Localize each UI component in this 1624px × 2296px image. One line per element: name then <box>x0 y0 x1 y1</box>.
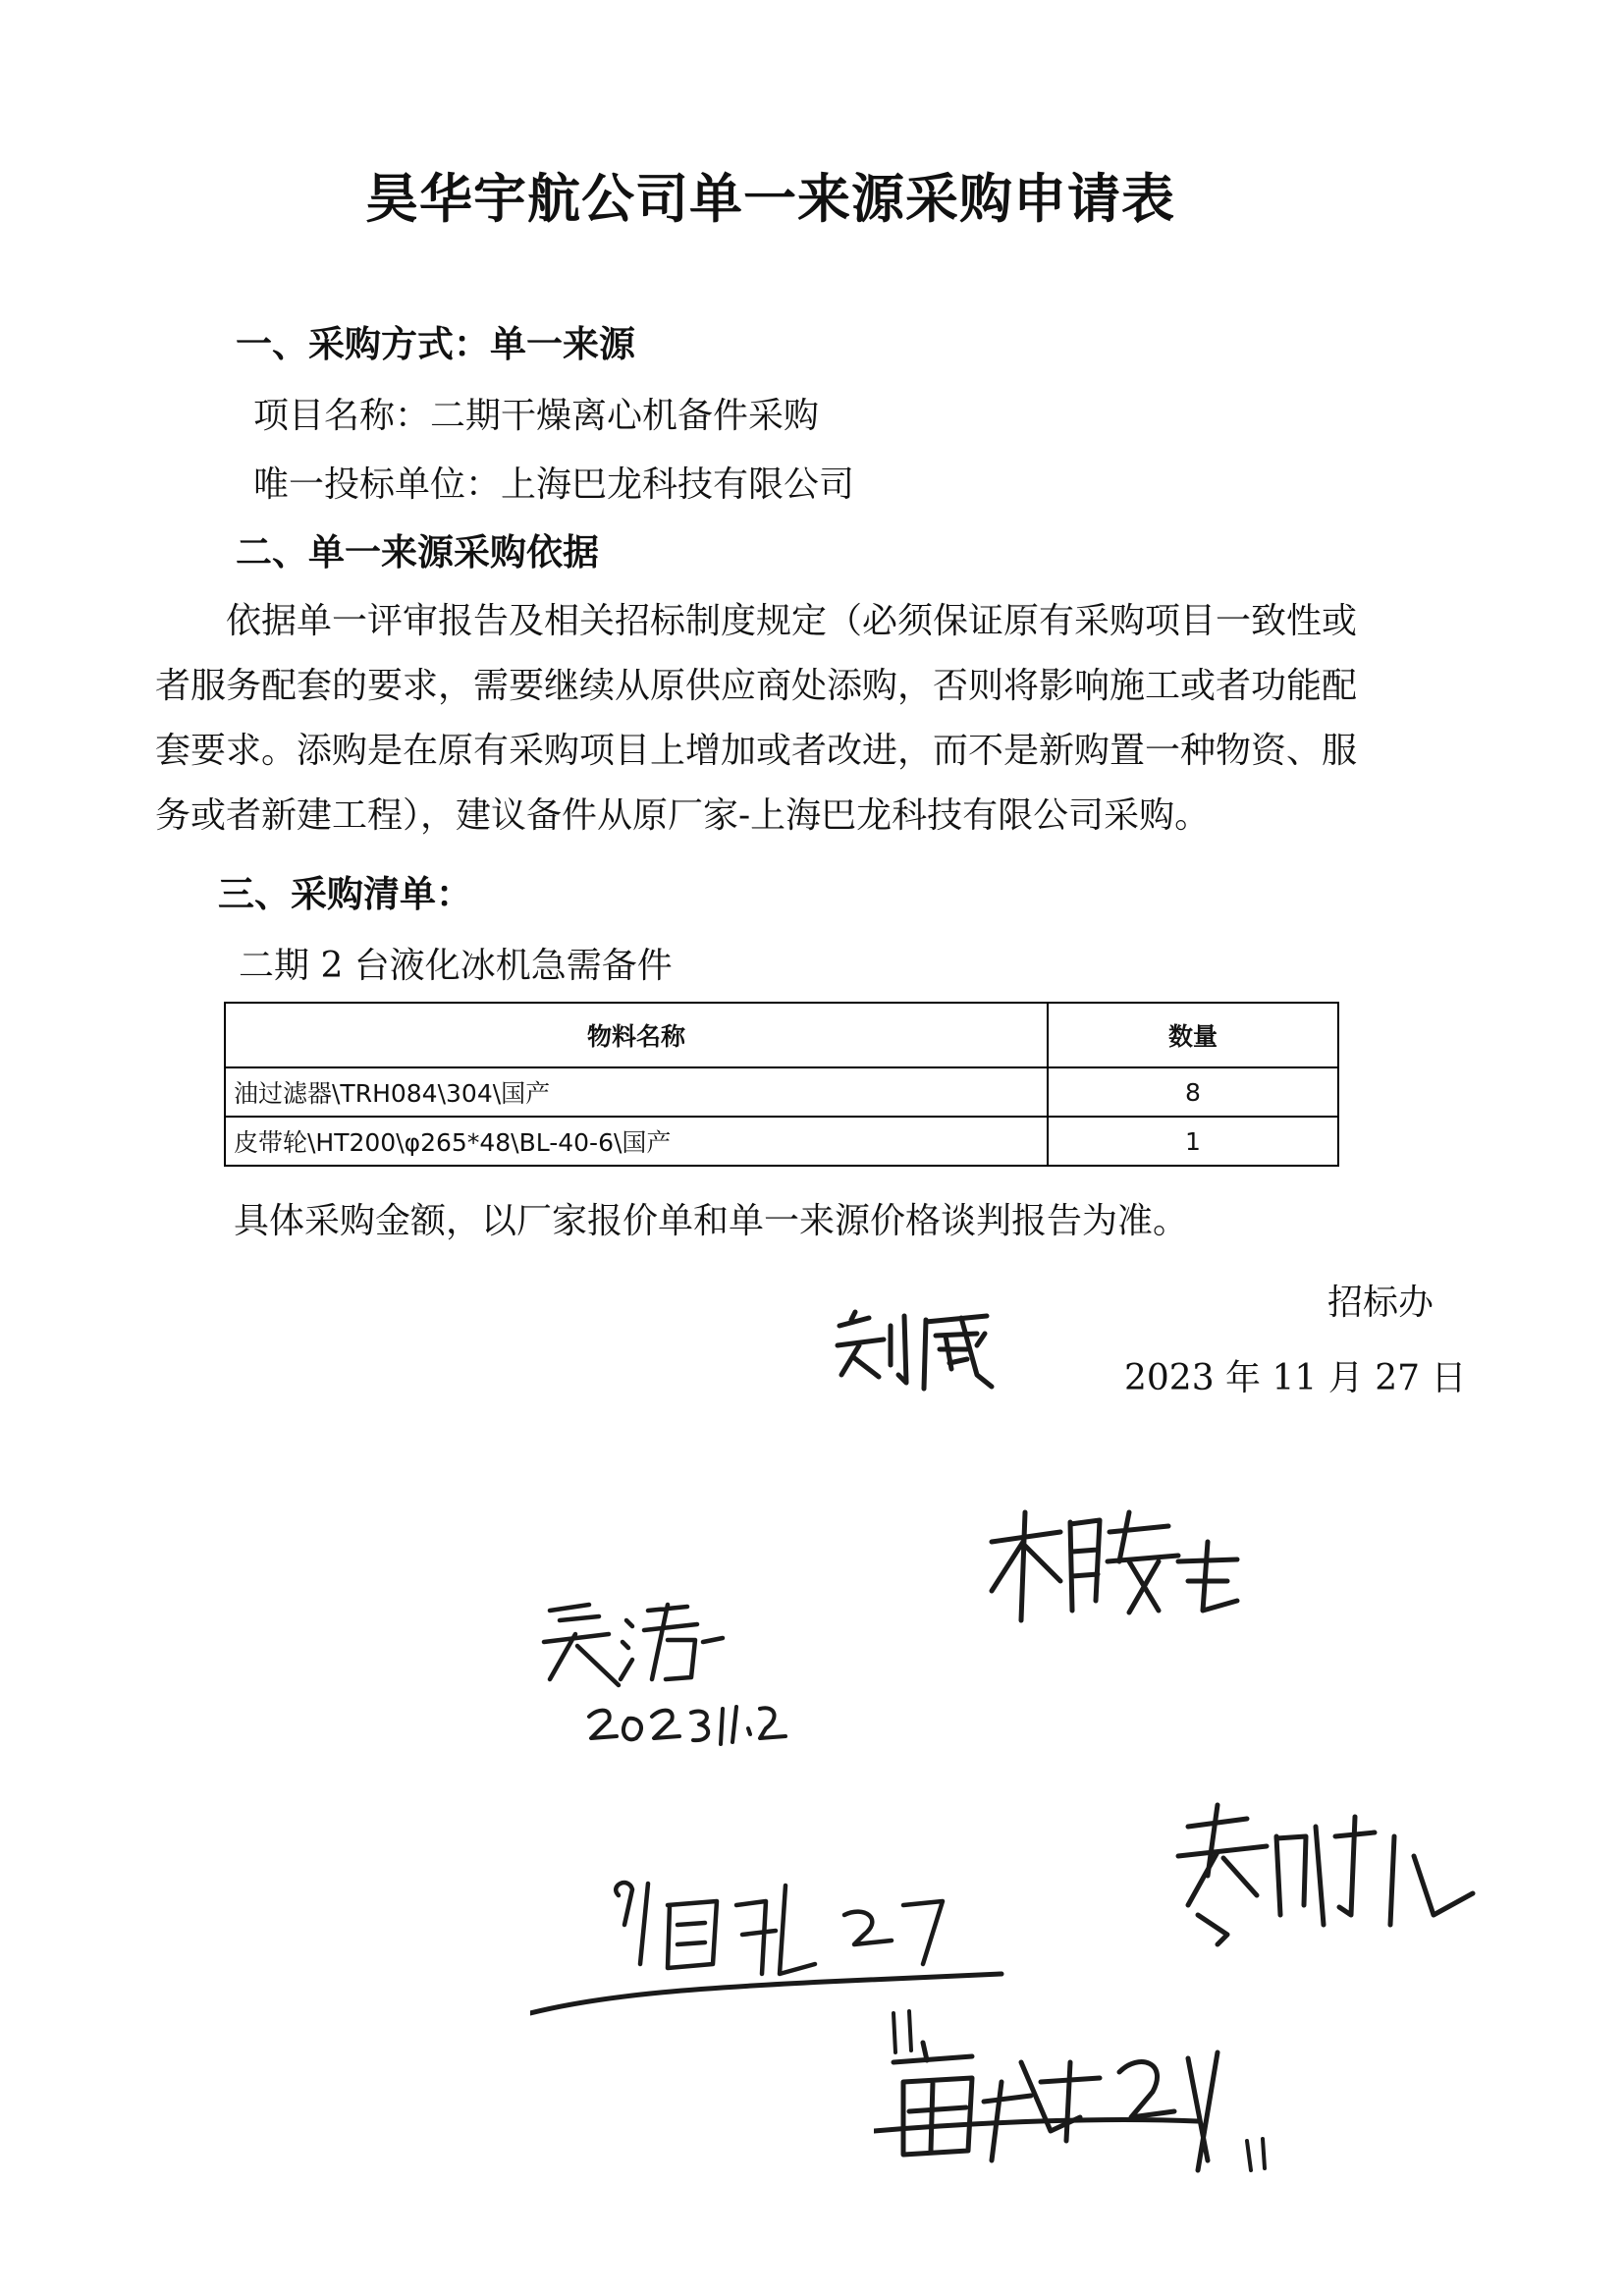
basis-line: 依据单一评审报告及相关招标制度规定（必须保证原有采购项目一致性或 <box>226 601 1358 641</box>
quantity-cell: 8 <box>1048 1067 1338 1117</box>
section1-heading: 一、采购方式：单一来源 <box>236 322 635 365</box>
signature-bottom-1127 <box>874 2023 1306 2190</box>
issue-date: 2023 年 11 月 27 日 <box>1124 1358 1467 1398</box>
signature-wu-hao <box>530 1591 864 1768</box>
table-row <box>225 1117 1338 1166</box>
project-name: 项目名称：二期干燥离心机备件采购 <box>253 396 820 436</box>
section3-heading: 三、采购清单： <box>218 872 472 915</box>
column-header-quantity: 数量 <box>1048 1003 1338 1067</box>
signature-li-shuren <box>1159 1797 1483 1954</box>
list-caption: 二期 2 台液化冰机急需备件 <box>239 946 673 986</box>
basis-line: 套要求。添购是在原有采购项目上增加或者改进，而不是新购置一种物资、服 <box>155 731 1358 771</box>
sole-bidder: 唯一投标单位：上海巴龙科技有限公司 <box>253 465 855 505</box>
quantity-cell: 1 <box>1048 1117 1338 1166</box>
basis-line: 者服务配套的要求，需要继续从原供应商处添购，否则将影响施工或者功能配 <box>155 666 1358 706</box>
basis-line: 务或者新建工程），建议备件从原厂家-上海巴龙科技有限公司采购。 <box>155 795 1211 836</box>
procurement-basis-text <box>155 589 1461 848</box>
issuing-department: 招标办 <box>1327 1283 1435 1323</box>
signature-liu-wei <box>830 1306 997 1394</box>
material-name-cell: 皮带轮\HT200\φ265*48\BL-40-6\国产 <box>225 1117 1048 1166</box>
section2-heading: 二、单一来源采购依据 <box>236 530 599 574</box>
column-header-material: 物料名称 <box>225 1003 1048 1067</box>
amount-note: 具体采购金额，以厂家报价单和单一来源价格谈判报告为准。 <box>234 1201 1189 1241</box>
table-header-row <box>225 1003 1338 1067</box>
signature-li-tengyun <box>982 1503 1247 1630</box>
table-row <box>225 1067 1338 1117</box>
procurement-table <box>224 1002 1339 1167</box>
page-title: 昊华宇航公司单一来源采购申请表 <box>365 167 1175 230</box>
material-name-cell: 油过滤器\TRH084\304\国产 <box>225 1067 1048 1117</box>
